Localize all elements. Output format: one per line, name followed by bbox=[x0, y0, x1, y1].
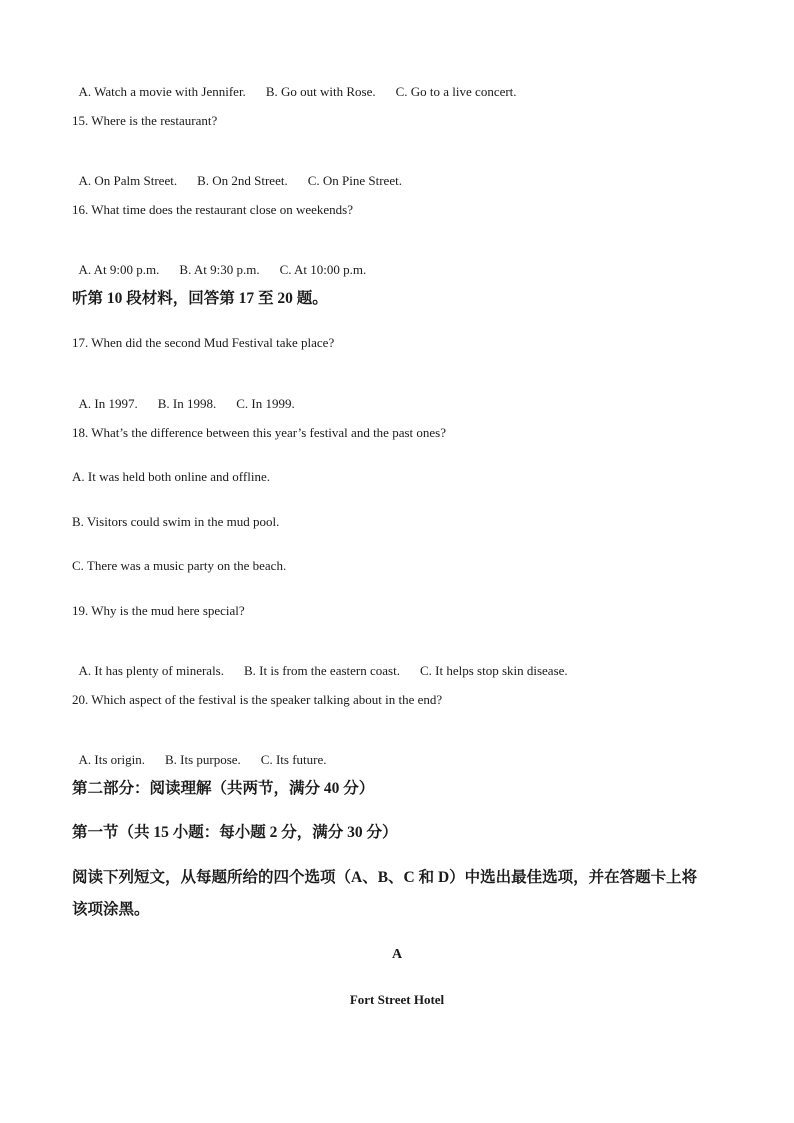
part2-heading: 第二部分：阅读理解（共两节，满分 40 分） bbox=[72, 780, 375, 797]
q19-option-a: A. It has plenty of minerals. bbox=[78, 663, 224, 678]
q14-option-c: C. Go to a live concert. bbox=[395, 84, 517, 99]
q17-option-c: C. In 1999. bbox=[236, 396, 295, 411]
q16-question: 16. What time does the restaurant close on weekends? bbox=[72, 202, 353, 217]
q19-option-c: C. It helps stop skin disease. bbox=[419, 663, 568, 678]
passage-title: Fort Street Hotel bbox=[349, 992, 445, 1007]
q14-option-b: B. Go out with Rose. bbox=[265, 84, 376, 99]
q17-question: 17. When did the second Mud Festival take place? bbox=[72, 335, 335, 350]
q19-options bbox=[72, 647, 568, 679]
q16-option-a: A. At 9:00 p.m. bbox=[78, 262, 160, 277]
q14-option-a: A. Watch a movie with Jennifer. bbox=[78, 84, 246, 99]
q17-options bbox=[72, 380, 295, 412]
section1-heading: 第一节（共 15 小题：每小题 2 分，满分 30 分） bbox=[72, 824, 398, 841]
q14-options bbox=[72, 68, 517, 100]
q20-option-c: C. Its future. bbox=[260, 752, 327, 767]
reading-instruction-line2: 该项涂黑。 bbox=[72, 901, 150, 918]
q15-option-b: B. On 2nd Street. bbox=[197, 173, 288, 188]
q15-options bbox=[72, 157, 402, 189]
q18-option-b: B. Visitors could swim in the mud pool. bbox=[72, 514, 280, 529]
q18-question: 18. What’s the difference between this year’s festival and the past ones? bbox=[72, 425, 446, 440]
reading-instruction-line1: 阅读下列短文，从每题所给的四个选项（A、B、C 和 D）中选出最佳选项，并在答题卡上将 bbox=[72, 869, 698, 886]
q15-option-a: A. On Palm Street. bbox=[78, 173, 178, 188]
q16-option-c: C. At 10:00 p.m. bbox=[279, 262, 367, 277]
q19-option-b: B. It is from the eastern coast. bbox=[244, 663, 400, 678]
q15-question: 15. Where is the restaurant? bbox=[72, 113, 218, 128]
q15-option-c: C. On Pine Street. bbox=[307, 173, 402, 188]
section10-instruction: 听第 10 段材料，回答第 17 至 20 题。 bbox=[72, 290, 328, 307]
q19-question: 19. Why is the mud here special? bbox=[72, 603, 245, 618]
q20-options bbox=[72, 736, 327, 768]
q17-option-a: A. In 1997. bbox=[78, 396, 138, 411]
q18-option-a: A. It was held both online and offline. bbox=[72, 469, 270, 484]
q20-question: 20. Which aspect of the festival is the speaker talking about in the end? bbox=[72, 692, 443, 707]
q18-option-c: C. There was a music party on the beach. bbox=[72, 558, 287, 573]
q20-option-b: B. Its purpose. bbox=[164, 752, 241, 767]
q16-option-b: B. At 9:30 p.m. bbox=[179, 262, 260, 277]
q20-option-a: A. Its origin. bbox=[78, 752, 145, 767]
q16-options bbox=[72, 246, 366, 278]
q17-option-b: B. In 1998. bbox=[157, 396, 217, 411]
passage-letter: A bbox=[391, 947, 403, 962]
